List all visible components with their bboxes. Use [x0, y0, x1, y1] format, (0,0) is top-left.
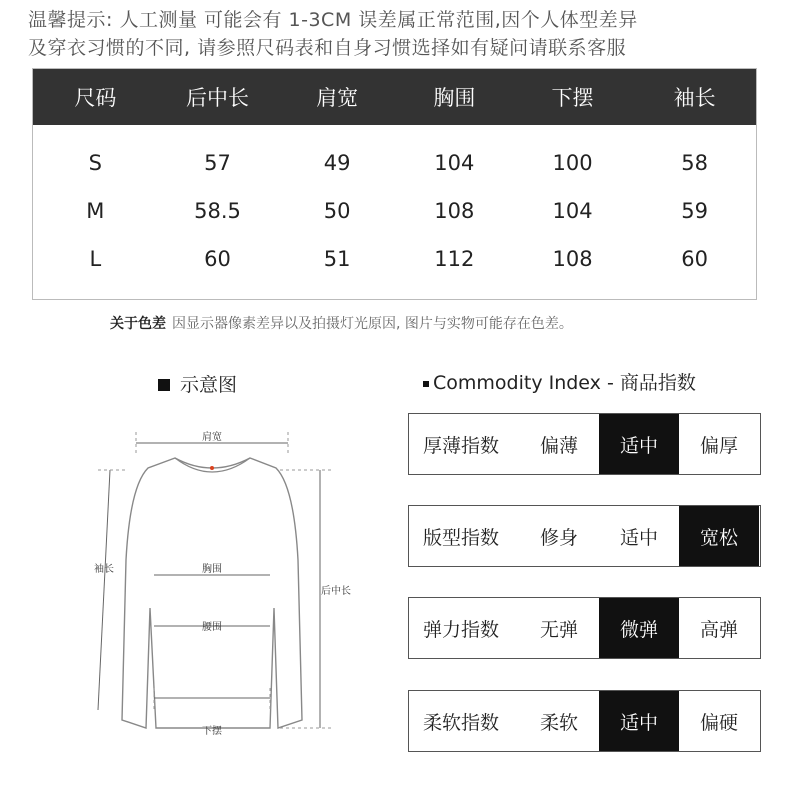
label-hem: 下摆: [202, 726, 222, 737]
table-cell: 58: [681, 151, 709, 175]
table-cell: S: [88, 151, 102, 175]
header-sleeve: 袖长: [673, 86, 716, 110]
table-cell: 60: [681, 247, 709, 271]
table-cell: 57: [204, 151, 231, 175]
table-cell: 59: [681, 199, 709, 223]
notice: [28, 6, 768, 62]
header-shoulder: 肩宽: [316, 86, 359, 110]
color-note-title: 关于色差: [110, 316, 166, 332]
label-shoulder: 肩宽: [202, 432, 222, 443]
table-cell: 108: [552, 247, 593, 271]
commodity-index-title-text: Commodity Index - 商品指数: [433, 372, 696, 394]
index-row-elasticity: [408, 597, 761, 659]
table-cell: 108: [434, 199, 475, 223]
index-option: 偏厚: [699, 434, 738, 457]
index-label: 弹力指数: [423, 618, 500, 641]
index-label: 版型指数: [423, 526, 500, 549]
color-note-text: 因显示器像素差异以及拍摄灯光原因, 图片与实物可能存在色差。: [172, 316, 573, 332]
color-note: [110, 313, 573, 333]
index-option: 柔软: [539, 711, 578, 734]
table-cell: 100: [552, 151, 593, 175]
table-cell: M: [86, 199, 105, 223]
size-table: [32, 68, 757, 300]
index-option: 高弹: [699, 618, 738, 641]
garment-diagram: [80, 410, 380, 750]
size-table-header: [33, 69, 756, 125]
square-bullet-icon: [158, 379, 170, 391]
index-label: 厚薄指数: [423, 434, 500, 457]
index-option-selected: 适中: [599, 691, 679, 751]
index-option-selected: 适中: [599, 414, 679, 474]
commodity-index-title: [423, 368, 696, 395]
index-row-softness: [408, 690, 761, 752]
label-waist: 腰围: [202, 622, 222, 633]
header-size: 尺码: [74, 86, 117, 110]
index-option: 偏硬: [699, 711, 738, 734]
table-cell: 60: [204, 247, 231, 271]
notice-line-1: 温馨提示: 人工测量 可能会有 1-3CM 误差属正常范围,因个人体型差异: [28, 9, 638, 31]
index-row-fit: [408, 505, 761, 567]
square-bullet-icon: [423, 381, 429, 387]
table-cell: 104: [552, 199, 593, 223]
table-cell: 112: [434, 247, 475, 271]
index-option: 修身: [539, 526, 578, 549]
table-cell: 58.5: [194, 199, 241, 223]
header-back-length: 后中长: [185, 86, 249, 110]
index-option-selected: 微弹: [599, 598, 679, 658]
table-row: [33, 139, 756, 187]
index-row-thickness: [408, 413, 761, 475]
label-sleeve: 袖长: [94, 564, 114, 575]
table-cell: 51: [323, 247, 351, 271]
index-option: 适中: [619, 526, 658, 549]
sweater-outline-icon: [80, 410, 380, 750]
index-option-selected: 宽松: [679, 506, 759, 566]
table-cell: 104: [434, 151, 475, 175]
notice-line-2: 及穿衣习惯的不同, 请参照尺码表和自身习惯选择如有疑问请联系客服: [28, 37, 627, 59]
index-label: 柔软指数: [423, 711, 500, 734]
table-cell: 50: [323, 199, 351, 223]
table-cell: 49: [323, 151, 351, 175]
diagram-title-text: 示意图: [180, 374, 238, 396]
table-row: [33, 235, 756, 283]
diagram-title: [158, 370, 237, 397]
label-chest: 胸围: [202, 564, 222, 575]
index-option: 偏薄: [539, 434, 578, 457]
header-chest: 胸围: [433, 86, 476, 110]
index-option: 无弹: [539, 618, 578, 641]
table-row: [33, 187, 756, 235]
header-hem: 下摆: [551, 86, 594, 110]
label-back-length: 后中长: [321, 586, 351, 597]
table-cell: L: [89, 247, 102, 271]
